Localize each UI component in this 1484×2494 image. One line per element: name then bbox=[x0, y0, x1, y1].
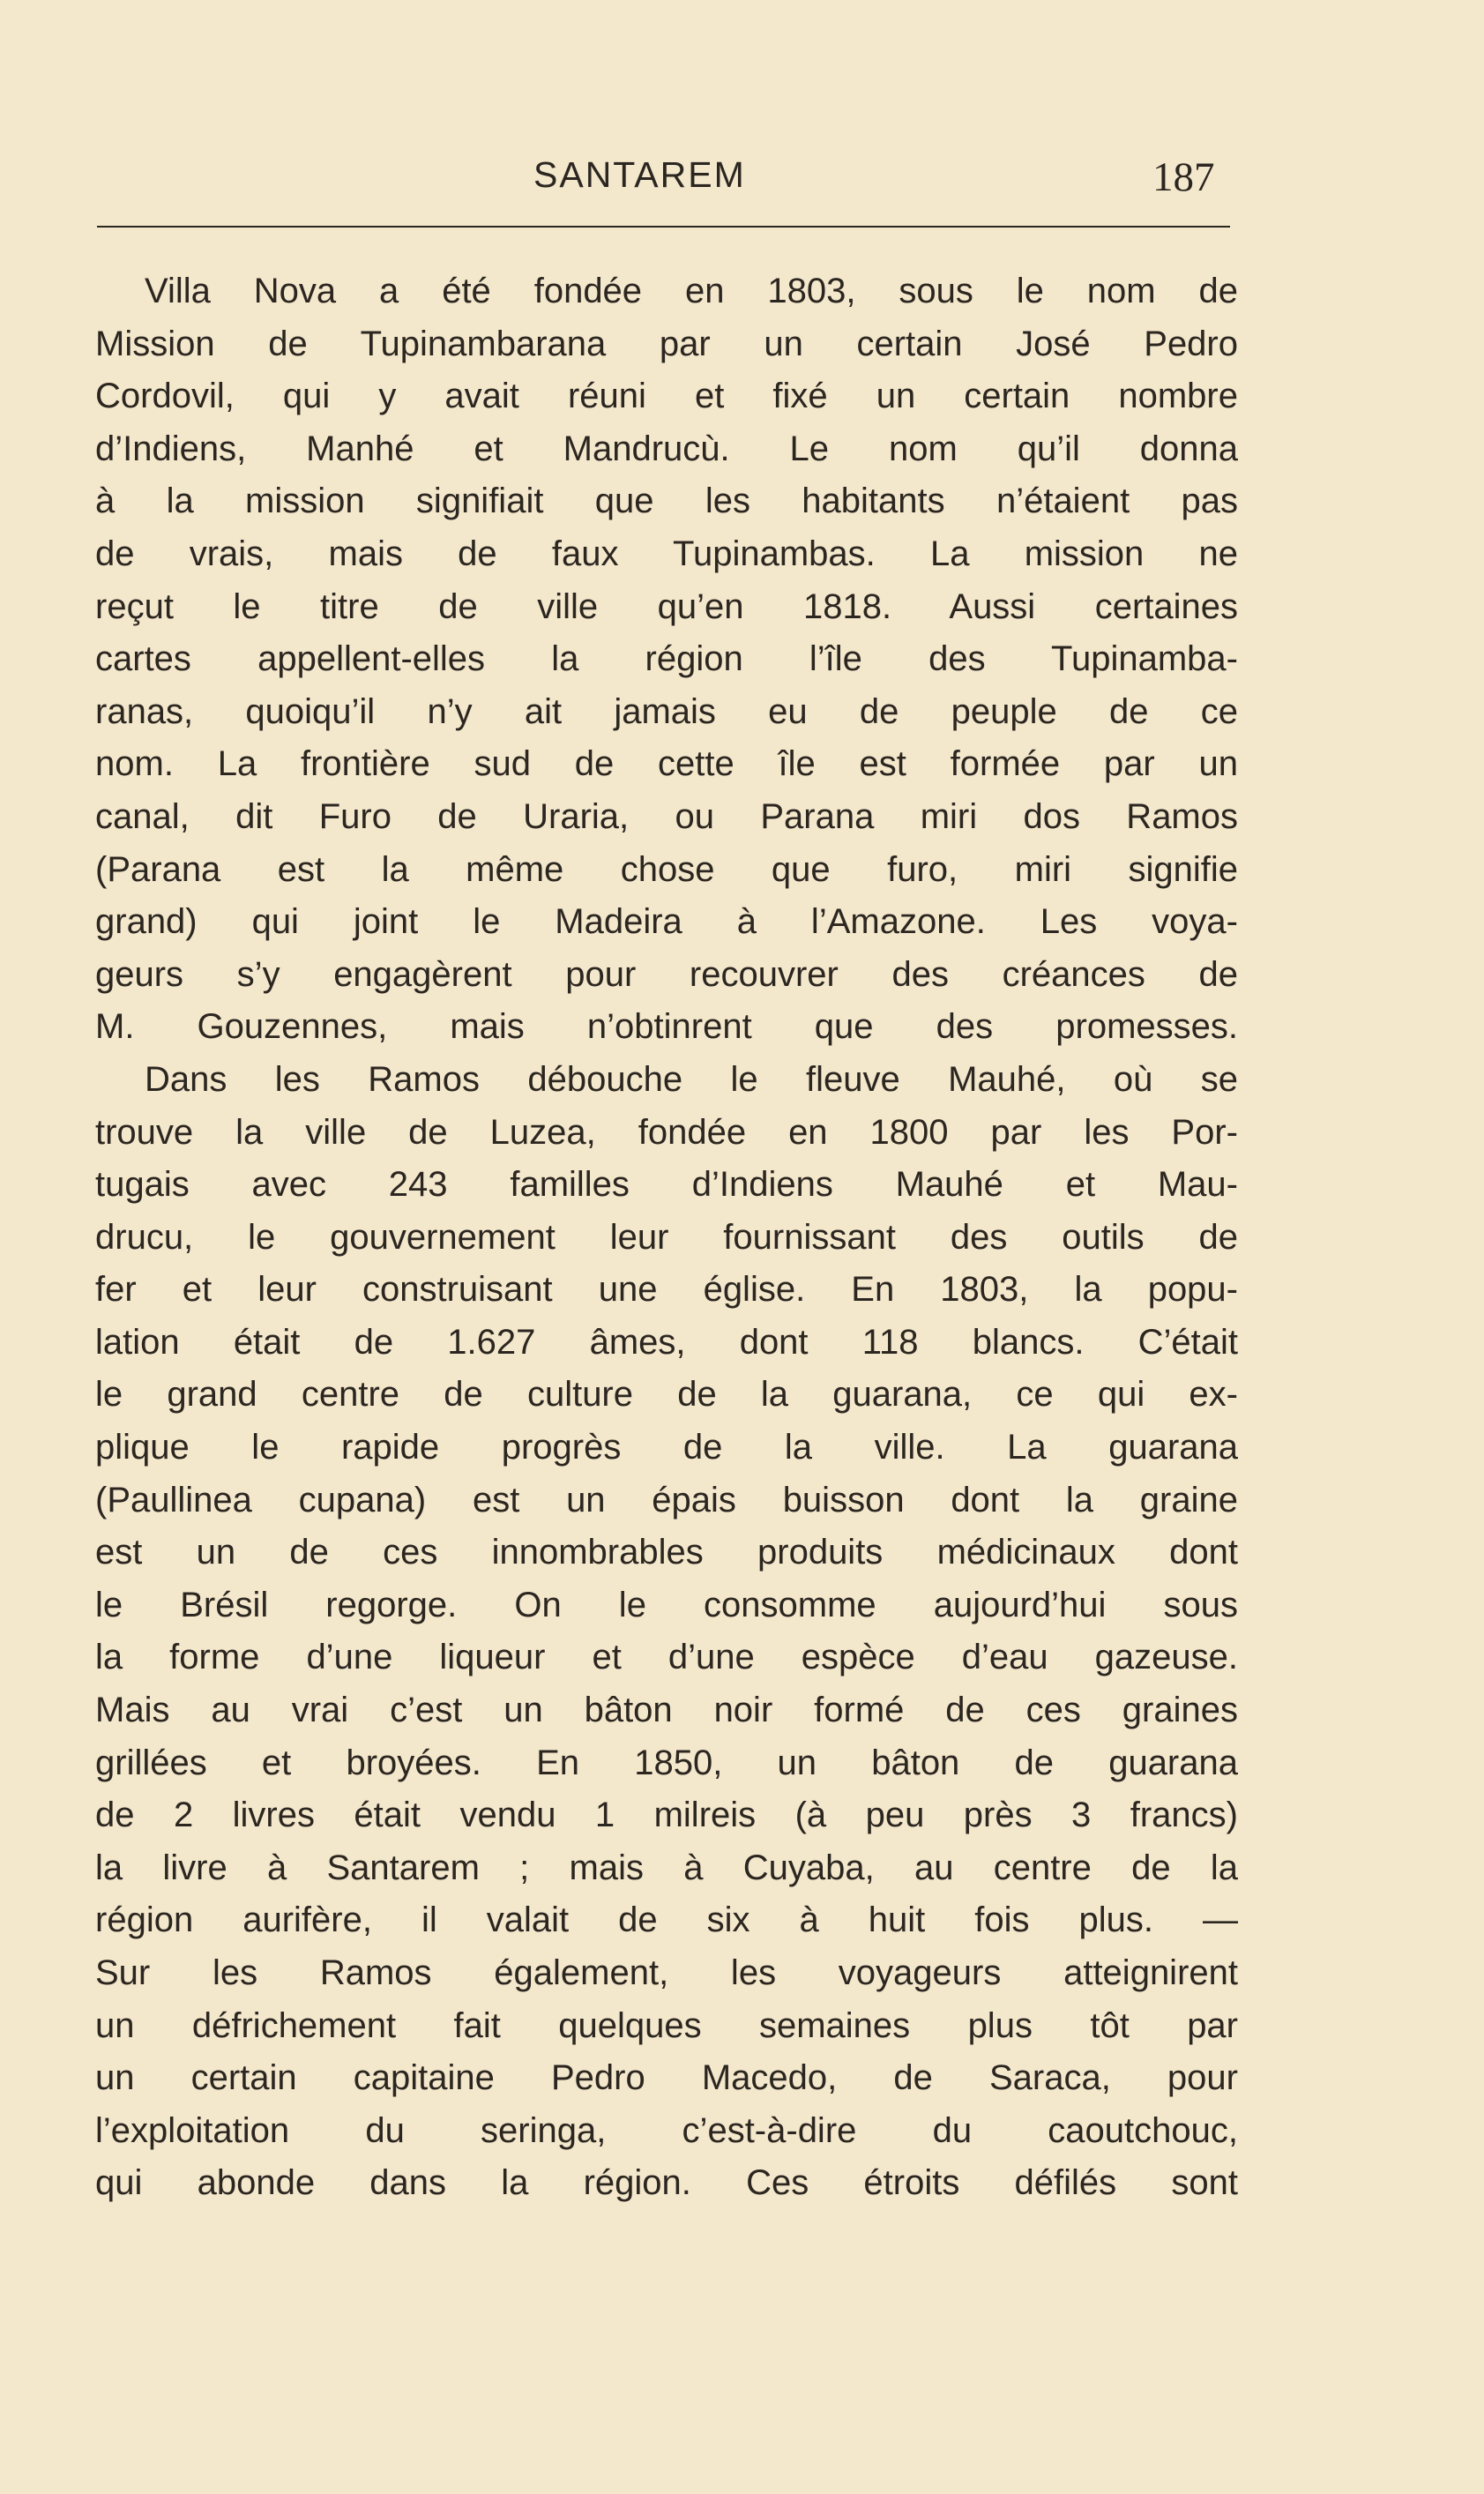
text-line: le Brésil regorge. On le consomme aujourd’hui sous bbox=[95, 1585, 1238, 1624]
text-line: région aurifère, il valait de six à huit fois plus. — bbox=[95, 1900, 1238, 1940]
running-title: SANTAREM bbox=[533, 154, 746, 195]
text-line: Mais au vrai c’est un bâton noir formé de ces graines bbox=[95, 1691, 1238, 1730]
text-line: ranas, quoiqu’il n’y ait jamais eu de peuple de ce bbox=[95, 691, 1238, 731]
text-line: grand) qui joint le Madeira à l’Amazone. Les voya- bbox=[95, 902, 1238, 942]
text-line: à la mission signifiait que les habitants n’étaient pas bbox=[95, 482, 1238, 521]
text-line: geurs s’y engagèrent pour recouvrer des créances de bbox=[95, 954, 1238, 994]
text-line: la forme d’une liqueur et d’une espèce d’eau gazeuse. bbox=[95, 1638, 1238, 1677]
text-line: (Paullinea cupana) est un épais buisson dont la graine bbox=[95, 1480, 1238, 1520]
text-line: d’Indiens, Manhé et Mandrucù. Le nom qu’il donna bbox=[95, 429, 1238, 468]
text-line: qui abonde dans la région. Ces étroits défilés sont bbox=[95, 2163, 1238, 2203]
text-line: trouve la ville de Luzea, fondée en 1800 par les Por- bbox=[95, 1112, 1238, 1152]
text-line: Mission de Tupinambarana par un certain José Pedro bbox=[95, 324, 1238, 363]
text-line: plique le rapide progrès de la ville. La guarana bbox=[95, 1428, 1238, 1467]
text-line: Dans les Ramos débouche le fleuve Mauhé, où se bbox=[145, 1059, 1238, 1099]
text-line: tugais avec 243 familles d’Indiens Mauhé et Mau- bbox=[95, 1165, 1238, 1205]
text-line: drucu, le gouvernement leur fournissant des outils de bbox=[95, 1217, 1238, 1257]
text-line: fer et leur construisant une église. En 1803, la popu- bbox=[95, 1270, 1238, 1310]
text-line: Sur les Ramos également, les voyageurs atteignirent bbox=[95, 1953, 1238, 1992]
text-line: un certain capitaine Pedro Macedo, de Saraca, pour bbox=[95, 2058, 1238, 2098]
text-line: lation était de 1.627 âmes, dont 118 blancs. C’était bbox=[95, 1322, 1238, 1362]
text-line: nom. La frontière sud de cette île est formée par un bbox=[95, 744, 1238, 784]
header-rule bbox=[97, 226, 1230, 228]
text-line: Villa Nova a été fondée en 1803, sous le nom de bbox=[145, 272, 1238, 310]
text-line: la livre à Santarem ; mais à Cuyaba, au centre de la bbox=[95, 1848, 1238, 1887]
page-number: 187 bbox=[1152, 154, 1215, 200]
text-line: l’exploitation du seringa, c’est-à-dire du caoutchouc, bbox=[95, 2110, 1238, 2150]
text-line: M. Gouzennes, mais n’obtinrent que des promesses. bbox=[95, 1007, 1238, 1047]
text-line: un défrichement fait quelques semaines plus tôt par bbox=[95, 2005, 1238, 2045]
text-line: cartes appellent-elles la région l’île des Tupinamba- bbox=[95, 639, 1238, 679]
body-text bbox=[95, 265, 1238, 2210]
text-line: reçut le titre de ville qu’en 1818. Aussi certaines bbox=[95, 586, 1238, 626]
text-line: Cordovil, qui y avait réuni et fixé un certain nombre bbox=[95, 377, 1238, 416]
text-line: canal, dit Furo de Uraria, ou Parana miri dos Ramos bbox=[95, 796, 1238, 836]
text-line: (Parana est la même chose que furo, miri signifie bbox=[95, 849, 1238, 889]
text-line: de 2 livres était vendu 1 milreis (à peu près 3 francs) bbox=[95, 1796, 1238, 1835]
text-line: de vrais, mais de faux Tupinambas. La mission ne bbox=[95, 534, 1238, 573]
text-line: grillées et broyées. En 1850, un bâton de guarana bbox=[95, 1743, 1238, 1782]
text-line: est un de ces innombrables produits médicinaux dont bbox=[95, 1533, 1238, 1572]
text-line: le grand centre de culture de la guarana, ce qui ex- bbox=[95, 1375, 1238, 1415]
